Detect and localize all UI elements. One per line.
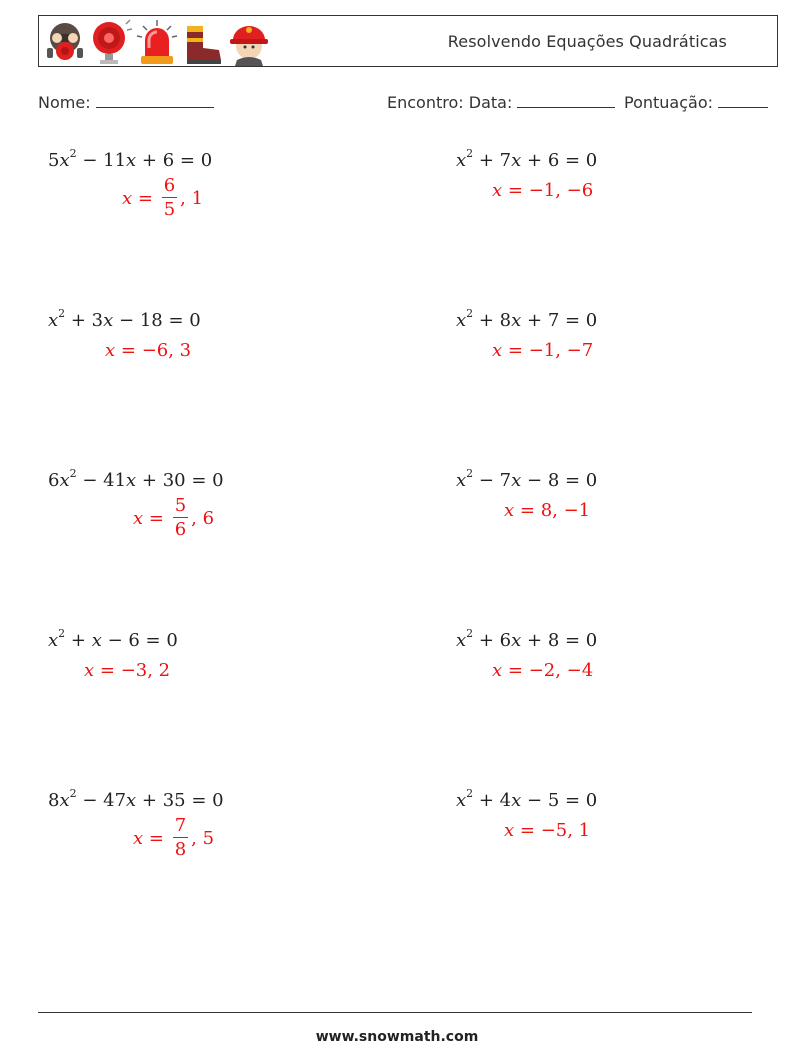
name-field: [38, 93, 214, 112]
answer-second-root: , 1: [180, 187, 204, 209]
equation-10: $x^2 + 4x - 5 = 0$: [456, 787, 598, 811]
answer-fraction: [173, 497, 188, 539]
score-field: [624, 93, 768, 112]
name-blank[interactable]: [96, 93, 214, 108]
answer-3: [105, 340, 191, 361]
answer-prefix: x =: [133, 507, 170, 529]
fraction-numerator: 7: [174, 815, 187, 836]
answer-prefix: x =: [133, 827, 170, 849]
answer-6: [504, 500, 590, 521]
score-blank[interactable]: [718, 93, 768, 108]
answer-1: [122, 177, 203, 219]
worksheet-title: Resolvendo Equações Quadráticas: [447, 32, 727, 51]
answer-prefix: x =: [504, 500, 541, 521]
equation-4: $x^2 + 8x + 7 = 0$: [456, 307, 598, 331]
equation-6: $x^2 - 7x - 8 = 0$: [456, 467, 598, 491]
score-label: Pontuação:: [624, 93, 714, 112]
equation-3: $x^2 + 3x - 18 = 0$: [48, 307, 201, 331]
footer-website: www.snowmath.com: [315, 1029, 479, 1045]
answer-second-root: , 5: [191, 827, 215, 849]
meeting-date-field: [387, 93, 615, 112]
name-label: Nome:: [38, 93, 91, 112]
answer-4: [492, 340, 593, 361]
answer-prefix: x =: [105, 340, 142, 361]
equation-5: $6x^2 - 41x + 30 = 0$: [48, 467, 224, 491]
answer-roots: −2, −4: [528, 660, 594, 681]
siren-icon: [135, 18, 179, 66]
answer-prefix: x =: [492, 340, 529, 361]
fraction-denominator: 6: [174, 519, 187, 540]
fraction-denominator: 5: [163, 199, 176, 220]
answer-roots: −6, 3: [141, 340, 192, 361]
equation-8: $x^2 + 6x + 8 = 0$: [456, 627, 598, 651]
answer-prefix: x =: [84, 660, 121, 681]
answer-10: [504, 820, 590, 841]
gas-mask-icon: [43, 18, 87, 66]
answer-fraction: [162, 177, 177, 219]
answer-second-root: , 6: [191, 507, 215, 529]
equation-1: $5x^2 - 11x + 6 = 0$: [48, 147, 213, 171]
fraction-numerator: 5: [174, 495, 187, 516]
answer-roots: −5, 1: [540, 820, 591, 841]
answer-prefix: x =: [122, 187, 159, 209]
fraction-denominator: 8: [174, 839, 187, 860]
fireman-boot-icon: [181, 18, 225, 66]
answer-9: [133, 817, 214, 859]
equation-7: $x^2 + x - 6 = 0$: [48, 627, 178, 651]
date-blank[interactable]: [517, 93, 615, 108]
date-label: Data:: [468, 93, 513, 112]
header-box: [38, 15, 778, 67]
answer-roots: −3, 2: [120, 660, 171, 681]
answer-prefix: x =: [504, 820, 541, 841]
footer-divider: [38, 1012, 752, 1013]
icon-strip: [43, 18, 271, 66]
fire-alarm-bell-icon: [89, 18, 133, 66]
answer-prefix: x =: [492, 180, 529, 201]
answer-roots: 8, −1: [540, 500, 591, 521]
answer-5: [133, 497, 214, 539]
answer-roots: −1, −7: [528, 340, 594, 361]
answer-roots: −1, −6: [528, 180, 594, 201]
answer-8: [492, 660, 593, 681]
equation-2: $x^2 + 7x + 6 = 0$: [456, 147, 598, 171]
firefighter-icon: [227, 18, 271, 66]
fraction-numerator: 6: [163, 175, 176, 196]
answer-7: [84, 660, 170, 681]
meeting-label: Encontro:: [387, 93, 464, 112]
answer-prefix: x =: [492, 660, 529, 681]
answer-fraction: [173, 817, 188, 859]
answer-2: [492, 180, 593, 201]
equation-9: $8x^2 - 47x + 35 = 0$: [48, 787, 224, 811]
